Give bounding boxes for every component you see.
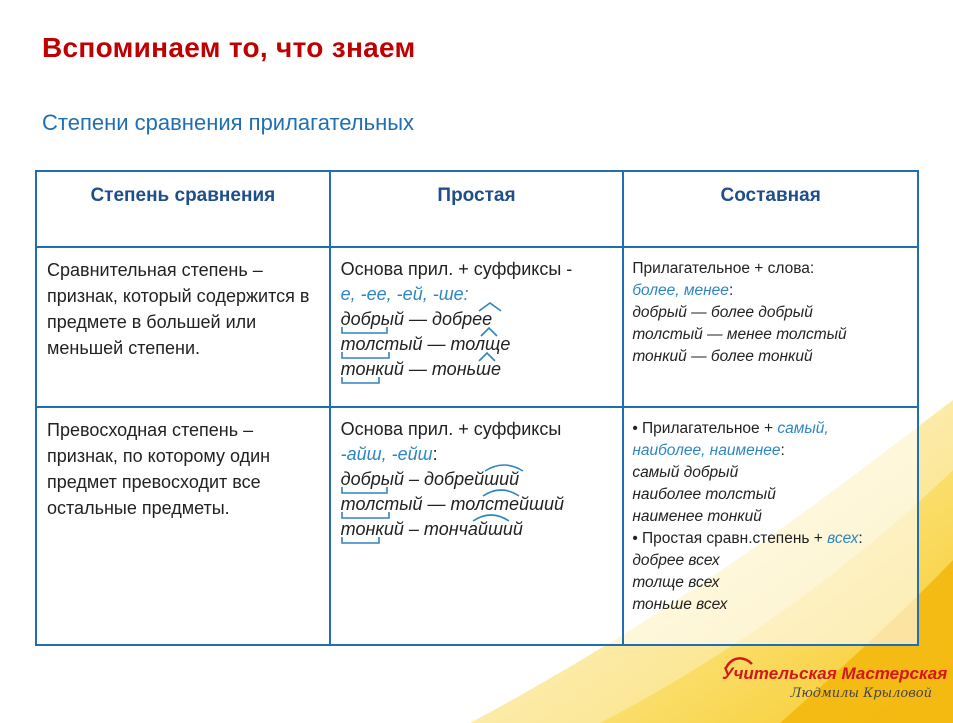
page-subtitle: Степени сравнения прилагательных (42, 110, 415, 135)
compound-words-text: более, менее (632, 282, 729, 299)
example-text: добрый — добрее (340, 309, 493, 329)
cell-comparative-compound (623, 247, 918, 407)
cell-superlative-compound (623, 407, 918, 645)
superlative-example-2 (341, 492, 615, 517)
superlative-simple-intro: Основа прил. + суффиксы (340, 419, 562, 439)
superlative-compound-b2-example-2: толще всех (632, 574, 720, 591)
colon: : (858, 530, 863, 547)
superlative-compound-b2-example-1: добрее всех (632, 552, 720, 569)
table-row-comparative (36, 247, 918, 407)
superlative-compound-b1-example-3: наименее тонкий (632, 508, 762, 525)
example-text: толстый — толстейший (340, 494, 565, 514)
cell-comparative-simple (330, 247, 624, 407)
superlative-compound-b1-words (632, 440, 911, 462)
comparative-example-3 (341, 357, 615, 382)
table-row-superlative (36, 407, 918, 645)
comparative-compound-words (632, 280, 911, 302)
cell-comparative-definition (36, 247, 330, 407)
compound-words-text: всех (827, 530, 859, 547)
bullet-text: • Прилагательное + (632, 420, 778, 437)
superlative-compound-b2-intro (632, 528, 911, 550)
brand-logo (722, 656, 948, 706)
suffixes-text: -айш, -ейш (340, 444, 433, 464)
comparative-compound-intro: Прилагательное + слова: (632, 260, 815, 277)
cell-superlative-simple (330, 407, 624, 645)
superlative-example-3 (341, 517, 615, 542)
header-compound: Составная (623, 171, 918, 247)
comparative-simple-intro-text: Основа прил. + суффиксы - (340, 259, 573, 279)
header-simple: Простая (330, 171, 624, 247)
superlative-compound-b1-example-2: наиболее толстый (632, 486, 776, 503)
example-text: тонкий – тончайший (340, 519, 523, 539)
table-header-row (36, 171, 918, 247)
colon: : (780, 442, 785, 459)
example-text: тонкий — тоньше (340, 359, 502, 379)
comparative-definition-text: Сравнительная степень – признак, который содержится в предмете в большей или меньшей степени. (47, 260, 310, 358)
logo-sub-text: Людмилы Крыловой (790, 686, 932, 701)
superlative-definition-text: Превосходная степень – признак, по которому один предмет превосходит все остальные предметы. (47, 420, 271, 518)
example-text: добрый – добрейший (340, 469, 520, 489)
comparative-example-2 (341, 332, 615, 357)
page-title: Вспоминаем то, что знаем (42, 32, 416, 63)
cell-superlative-definition (36, 407, 330, 645)
logo-main-text: Учительская Мастерская (722, 664, 948, 683)
bullet-text: • Простая сравн.степень + (632, 530, 828, 547)
compound-words-text: наиболее, наименее (632, 442, 781, 459)
superlative-compound-b2-example-3: тоньше всех (632, 596, 728, 613)
comparative-compound-example-1: добрый — более добрый (632, 304, 813, 321)
superlative-compound-b1-intro (632, 418, 911, 440)
colon: : (432, 444, 438, 464)
comparative-compound-example-2: толстый — менее толстый (632, 326, 847, 343)
superlative-compound-b1-example-1: самый добрый (632, 464, 739, 481)
compound-words-text: самый, (777, 420, 829, 437)
comparative-compound-example-3: тонкий — более тонкий (632, 348, 813, 365)
example-text: толстый — толще (340, 334, 511, 354)
comparative-example-1 (341, 307, 615, 332)
header-degree: Степень сравнения (36, 171, 330, 247)
superlative-example-1 (341, 467, 615, 492)
comparative-simple-intro (341, 257, 615, 282)
colon: : (728, 282, 734, 299)
superlative-simple-suffixes (341, 442, 615, 467)
comparison-degrees-table (35, 170, 919, 646)
comparative-simple-suffixes: е, -ее, -ей, -ше: (340, 284, 469, 304)
